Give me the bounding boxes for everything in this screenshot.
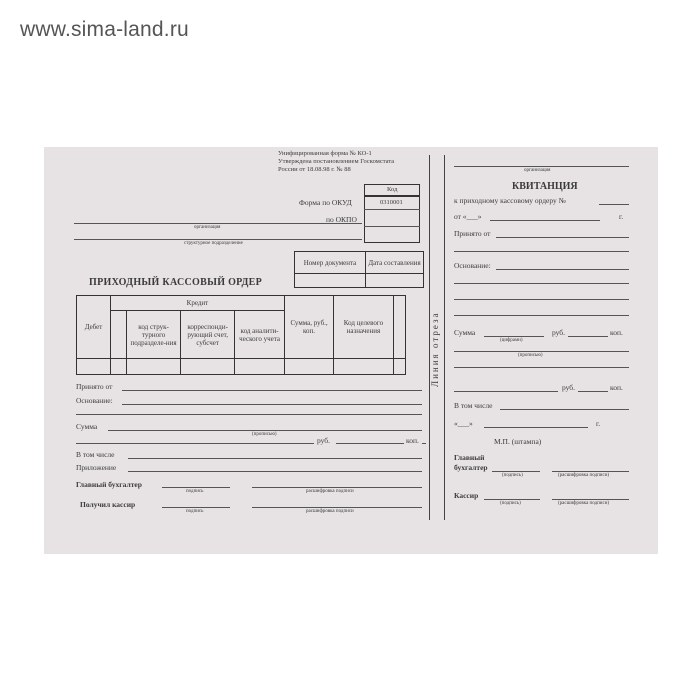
- chief-accountant-signature-caption: подпись: [186, 489, 204, 494]
- chief-accountant-signature-line[interactable]: [162, 487, 230, 488]
- basis-label: Основание:: [76, 396, 113, 405]
- organization-caption: организация: [194, 225, 221, 230]
- code-row-separator-2: [364, 226, 420, 227]
- chief-accountant-decoding-line[interactable]: [252, 487, 422, 488]
- receipt-chief-decoding-line[interactable]: [552, 471, 629, 472]
- tear-line-label: Линия отреза: [430, 311, 440, 387]
- doc-number-label: Номер документа: [295, 252, 366, 274]
- receipt-rub-label: руб.: [552, 328, 565, 337]
- received-from-label: Принято от: [76, 382, 113, 391]
- receipt-chief-accountant-line2: бухгалтер: [454, 463, 488, 472]
- receipt-in-figures-caption: (цифрами): [500, 338, 523, 343]
- receipt-amount-label: Сумма: [454, 328, 476, 337]
- debit-value[interactable]: [77, 359, 111, 375]
- amount-header: Сумма, руб., коп.: [284, 296, 333, 359]
- doc-number-value[interactable]: [295, 274, 366, 288]
- receipt-year-suffix: г.: [619, 212, 624, 221]
- amount-line[interactable]: [108, 430, 422, 431]
- okud-label: Форма по ОКУД: [299, 198, 352, 207]
- code-row-separator-1: [364, 209, 420, 210]
- receipt-rub-line[interactable]: [568, 336, 608, 337]
- receipt-cashier-signature-caption: (подпись): [500, 501, 521, 506]
- amount-value[interactable]: [284, 359, 333, 375]
- cashier-decoding-caption: расшифровка подписи: [306, 509, 354, 514]
- accounting-table: [76, 295, 406, 375]
- receipt-date-line[interactable]: [484, 427, 588, 428]
- receipt-in-words-caption: (прописью): [518, 353, 543, 358]
- receipt-subtitle: к приходному кассовому ордеру №: [454, 196, 566, 205]
- blank-credit-subheader: [111, 311, 127, 359]
- receipt-received-from-line[interactable]: [496, 237, 629, 238]
- code-label: Код: [387, 186, 398, 193]
- kop-label: коп.: [406, 436, 419, 445]
- receipt-date-quote: «___»: [454, 419, 473, 428]
- chief-accountant-decoding-caption: расшифровка подписи: [306, 489, 354, 494]
- receipt-rub-line-2[interactable]: [578, 391, 608, 392]
- blank-credit-value[interactable]: [111, 359, 127, 375]
- amount-label: Сумма: [76, 422, 98, 431]
- including-line[interactable]: [128, 458, 422, 459]
- okpo-label: по ОКПО: [326, 215, 357, 224]
- credit-header: Кредит: [111, 296, 285, 311]
- subdivision-line: [74, 239, 362, 240]
- doc-date-label: Дата составления: [366, 252, 424, 274]
- unified-form-line-1: Унифицированная форма № КО-1: [278, 150, 372, 157]
- corresponding-account-header: корреспонди-рующий счет, субсчет: [181, 311, 235, 359]
- receipt-cashier-signature-line[interactable]: [484, 499, 540, 500]
- amount-in-words-caption: (прописью): [252, 432, 277, 437]
- cashier-received-label: Получил кассир: [80, 500, 136, 509]
- receipt-basis-line-2[interactable]: [454, 283, 629, 284]
- unified-form-line-3: России от 18.08.98 г. № 88: [278, 166, 351, 173]
- subdivision-code-header: код струк-турного подразделе-ния: [127, 311, 181, 359]
- receipt-stamp-label: М.П. (штампа): [494, 437, 542, 446]
- cashier-signature-caption: подпись: [186, 509, 204, 514]
- receipt-amount-words-line-3[interactable]: [454, 391, 558, 392]
- receipt-chief-signature-line[interactable]: [492, 471, 540, 472]
- analytic-code-value[interactable]: [235, 359, 285, 375]
- received-from-line[interactable]: [122, 390, 422, 391]
- analytic-code-header: код аналити-ческого учета: [235, 311, 285, 359]
- including-label: В том числе: [76, 450, 115, 459]
- attachment-label: Приложение: [76, 463, 117, 472]
- receipt-received-from-line-2[interactable]: [454, 251, 629, 252]
- unified-form-line-2: Утверждена постановлением Госкомстата: [278, 158, 395, 165]
- tear-line-right: [444, 155, 445, 520]
- receipt-amount-line[interactable]: [484, 336, 544, 337]
- code-header-cell: [364, 184, 420, 196]
- receipt-basis-line-1[interactable]: [496, 269, 629, 270]
- order-title: ПРИХОДНЫЙ КАССОВЫЙ ОРДЕР: [89, 277, 263, 288]
- receipt-amount-words-line-2[interactable]: [454, 367, 629, 368]
- receipt-number-line[interactable]: [599, 204, 629, 205]
- receipt-basis-line-4[interactable]: [454, 315, 629, 316]
- receipt-cashier-decoding-line[interactable]: [552, 499, 629, 500]
- purpose-code-header: Код целевого назначения: [334, 296, 393, 359]
- receipt-title: КВИТАНЦИЯ: [512, 181, 578, 192]
- receipt-basis-line-3[interactable]: [454, 299, 629, 300]
- blank-value[interactable]: [393, 359, 405, 375]
- attachment-line[interactable]: [128, 471, 422, 472]
- debit-header: Дебет: [77, 296, 111, 359]
- receipt-including-line[interactable]: [500, 409, 629, 410]
- cash-receipt-order-form: [44, 147, 658, 554]
- amount-line-2[interactable]: [76, 443, 314, 444]
- receipt-date-from: от «___»: [454, 212, 482, 221]
- doc-date-value[interactable]: [366, 274, 424, 288]
- receipt-organization-caption: организация: [524, 168, 551, 173]
- receipt-chief-accountant-line1: Главный: [454, 453, 485, 462]
- purpose-code-value[interactable]: [334, 359, 393, 375]
- receipt-kop-label: коп.: [610, 328, 623, 337]
- blank-header: [393, 296, 405, 359]
- receipt-kop-label-2: коп.: [610, 383, 623, 392]
- basis-line-1[interactable]: [122, 404, 422, 405]
- rub-line[interactable]: [336, 443, 404, 444]
- subdivision-caption: структурное подразделение: [184, 241, 243, 246]
- okud-code: 0310001: [380, 199, 403, 206]
- cashier-decoding-line[interactable]: [252, 507, 422, 508]
- basis-line-2[interactable]: [76, 414, 422, 415]
- receipt-chief-signature-caption: (подпись): [502, 473, 523, 478]
- doc-number-date-table: [294, 251, 424, 288]
- receipt-cashier-label: Кассир: [454, 491, 479, 500]
- receipt-chief-decoding-caption: (расшифровка подписи): [558, 473, 610, 478]
- corresponding-account-value[interactable]: [181, 359, 235, 375]
- kop-line[interactable]: [422, 443, 426, 444]
- receipt-organization-line[interactable]: [454, 166, 629, 167]
- watermark-url: www.sima-land.ru: [20, 18, 189, 41]
- organization-line: [74, 223, 362, 224]
- receipt-amount-words-line[interactable]: [454, 351, 629, 352]
- chief-accountant-label: Главный бухгалтер: [76, 480, 142, 489]
- receipt-cashier-decoding-caption: (расшифровка подписи): [558, 501, 610, 506]
- cashier-signature-line[interactable]: [162, 507, 230, 508]
- receipt-date-month-line[interactable]: [490, 220, 600, 221]
- receipt-received-from-label: Принято от: [454, 229, 491, 238]
- subdivision-code-value[interactable]: [127, 359, 181, 375]
- receipt-basis-label: Основание:: [454, 261, 491, 270]
- receipt-rub-label-2: руб.: [562, 383, 575, 392]
- receipt-including-label: В том числе: [454, 401, 493, 410]
- receipt-year-suffix-2: г.: [596, 419, 601, 428]
- rub-label: руб.: [317, 436, 330, 445]
